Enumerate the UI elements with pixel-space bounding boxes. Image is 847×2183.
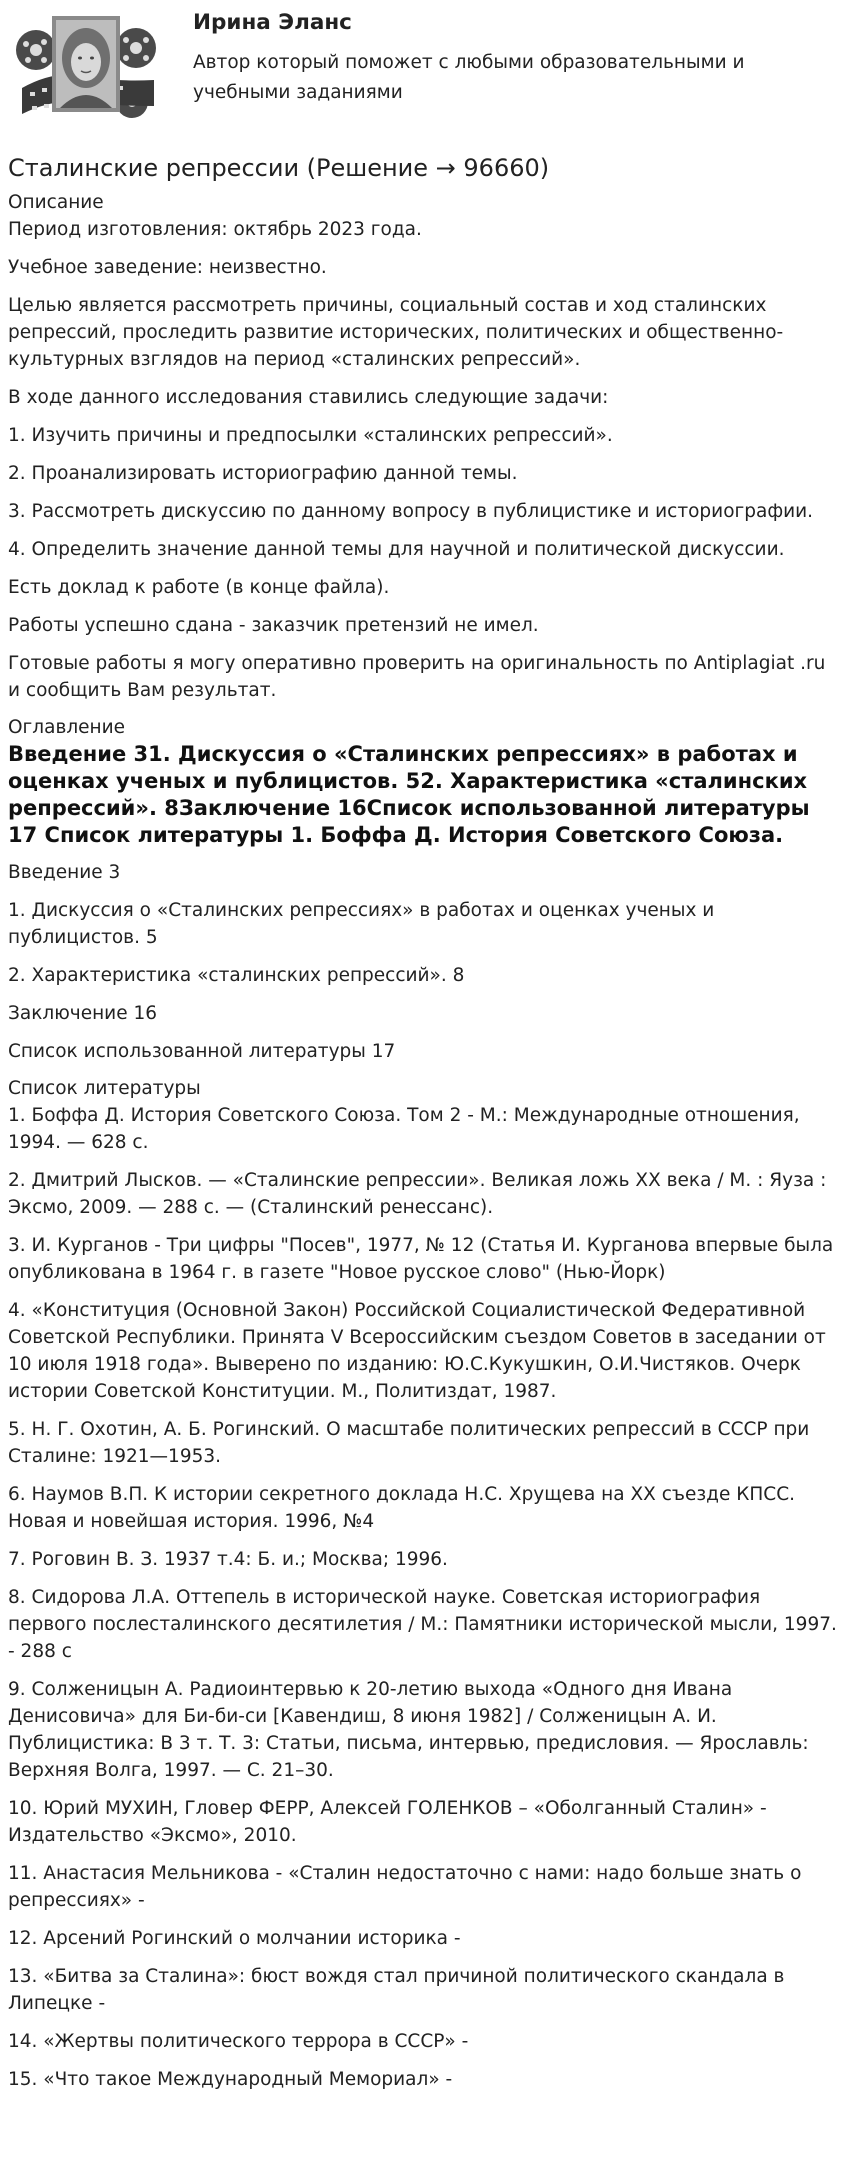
- literature-list: [8, 1102, 839, 2093]
- page-title: Сталинские репрессии (Решение → 96660): [8, 154, 550, 182]
- description-section: [8, 216, 839, 704]
- author-name[interactable]: Ирина Эланс: [193, 10, 352, 35]
- literature-item: 7. Роговин В. З. 1937 т.4: Б. и.; Москва; 1996.: [8, 1549, 448, 1570]
- description-paragraph: В ходе данного исследования ставились следующие задачи:: [8, 387, 609, 408]
- literature-item: 6. Наумов В.П. К истории секретного доклада Н.С. Хрущева на XX съезде КПСС. Новая и новейшая история. 1996, №4: [8, 1484, 795, 1532]
- description-paragraph: Работы успешно сдана - заказчик претензий не имел.: [8, 615, 539, 636]
- literature-item: 4. «Конституция (Основной Закон) Российской Социалистической Федеративной Советской Республики. Принята V Всероссийским съездом Советов в заседании от 10 июля 1918 года». Выверено по изданию: Ю.С.Кукушкин, О.И.Чистяков. Очерк истории Советской Конституции. М., Политиздат, 1987.: [8, 1300, 826, 1402]
- toc-item: Введение 3: [8, 862, 121, 883]
- literature-item: 9. Солженицын А. Радиоинтервью к 20-летию выхода «Одного дня Ивана Денисовича» для Би-би-си [Кавендиш, 8 июня 1982] / Солженицын А. И. Публицистика: В 3 т. Т. 3: Статьи, письма, интервью, предисловия. — Ярославль: Верхняя Волга, 1997. — С. 21–30.: [8, 1679, 809, 1781]
- literature-item: 14. «Жертвы политического террора в СССР» -: [8, 2031, 469, 2052]
- description-paragraph: 3. Рассмотреть дискуссию по данному вопросу в публицистике и историографии.: [8, 501, 814, 522]
- description-paragraph: Учебное заведение: неизвестно.: [8, 257, 327, 278]
- literature-item: 1. Боффа Д. История Советского Союза. Том 2 - М.: Международные отношения, 1994. — 628 с.: [8, 1105, 800, 1153]
- toc-list: [8, 859, 839, 1065]
- description-paragraph: Есть доклад к работе (в конце файла).: [8, 577, 390, 598]
- toc-item: Заключение 16: [8, 1003, 158, 1024]
- author-card: [8, 0, 839, 140]
- literature-item: 15. «Что такое Международный Мемориал» -: [8, 2069, 453, 2090]
- literature-item: 5. Н. Г. Охотин, А. Б. Рогинский. О масштабе политических репрессий в СССР при Сталине: 1921—1953.: [8, 1419, 810, 1467]
- literature-item: 8. Сидорова Л.А. Оттепель в исторической науке. Советская историография первого послесталинского десятилетия / М.: Памятники исторической мысли, 1997. - 288 с: [8, 1587, 837, 1662]
- toc-item: 1. Дискуссия о «Сталинских репрессиях» в работах и оценках ученых и публицистов. 5: [8, 900, 715, 948]
- literature-item: 10. Юрий МУХИН, Гловер ФЕРР, Алексей ГОЛЕНКОВ – «Оболганный Сталин» - Издательство «Эксмо», 2010.: [8, 1798, 767, 1846]
- toc-summary: Введение 31. Дискуссия о «Сталинских репрессиях» в работах и оценках ученых и публицистов. 52. Характеристика «сталинских репрессий». 8Заключение 16Список использованной литературы 17 Список литературы 1. Боффа Д. История Советского Союза.: [8, 742, 810, 847]
- literature-item: 11. Анастасия Мельникова - «Сталин недостаточно с нами: надо больше знать о репрессиях» -: [8, 1863, 802, 1911]
- toc-label: Оглавление: [8, 717, 126, 738]
- avatar[interactable]: [14, 10, 160, 128]
- avatar-film-reel-image: [14, 10, 160, 128]
- description-paragraph: 1. Изучить причины и предпосылки «сталинских репрессий».: [8, 425, 613, 446]
- literature-item: 2. Дмитрий Лысков. — «Сталинские репрессии». Великая ложь XX века / М. : Яуза : Эксмо, 2009. — 288 с. — (Сталинский ренессанс).: [8, 1170, 827, 1218]
- author-description: Автор который поможет с любыми образовательными и учебными заданиями: [193, 52, 745, 103]
- description-paragraph: 2. Проанализировать историографию данной темы.: [8, 463, 518, 484]
- literature-label: Список литературы: [8, 1078, 201, 1099]
- toc-item: Список использованной литературы 17: [8, 1041, 396, 1062]
- literature-item: 13. «Битва за Сталина»: бюст вождя стал причиной политического скандала в Липецке -: [8, 1966, 785, 2014]
- description-paragraph: Целью является рассмотреть причины, социальный состав и ход сталинских репрессий, проследить развитие исторических, политических и общественно-культурных взглядов на период «сталинских репрессий».: [8, 295, 784, 370]
- toc-item: 2. Характеристика «сталинских репрессий». 8: [8, 965, 465, 986]
- description-paragraph: Период изготовления: октябрь 2023 года.: [8, 219, 422, 240]
- literature-item: 3. И. Курганов - Три цифры "Посев", 1977, № 12 (Статья И. Курганова впервые была опубликована в 1964 г. в газете "Новое русское слово" (Нью-Йорк): [8, 1235, 834, 1283]
- literature-item: 12. Арсений Рогинский о молчании историка -: [8, 1928, 461, 1949]
- description-paragraph: Готовые работы я могу оперативно проверить на оригинальность по Antiplagiat .ru и сообщить Вам результат.: [8, 653, 826, 701]
- description-paragraph: 4. Определить значение данной темы для научной и политической дискуссии.: [8, 539, 785, 560]
- description-label: Описание: [8, 192, 104, 213]
